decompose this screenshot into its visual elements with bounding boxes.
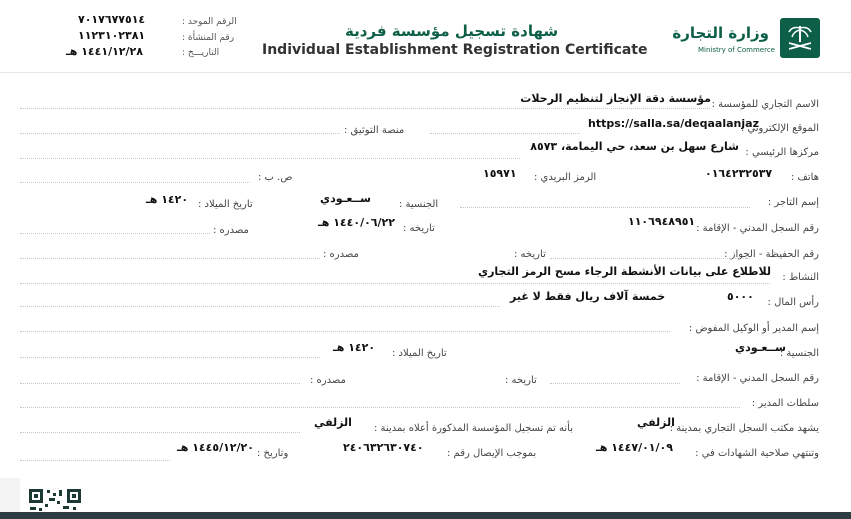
receipt-label: بموجب الإيصال رقم :	[447, 448, 537, 459]
capital-label: رأس المال :	[767, 297, 819, 308]
registered-label: بأنه تم تسجيل المؤسسة المذكورة أعلاه بمدينة :	[374, 423, 573, 434]
mgr-source-label: مصدره :	[310, 375, 346, 386]
activity: للاطلاع على بيانات الأنشطة الرجاء مسح الرمز التجاري	[477, 265, 771, 278]
receipt-date-label: وتاريخ :	[257, 448, 289, 459]
capital-amount: ٥٠٠٠	[727, 290, 754, 303]
qr-code[interactable]	[27, 487, 83, 512]
ministry-logo	[780, 18, 820, 58]
divider	[20, 357, 320, 358]
footer-bar	[0, 512, 851, 519]
divider	[20, 258, 320, 259]
divider	[550, 258, 750, 259]
divider	[20, 158, 520, 159]
passport-date-label: تاريخه :	[514, 249, 546, 260]
certificate-title-ar: شهادة تسجيل مؤسسة فردية	[345, 22, 559, 40]
divider	[20, 306, 500, 307]
divider	[20, 460, 170, 461]
header-divider	[0, 72, 851, 73]
receipt-date: ١٤٤٥/١٢/٢٠ هـ	[177, 441, 254, 454]
divider	[20, 182, 250, 183]
postal: ١٥٩٧١	[483, 167, 517, 180]
postal-label: الرمز البريدي :	[534, 172, 597, 183]
witness-city: الزلفي	[637, 416, 675, 429]
expiry-date: ١٤٤٧/٠١/٠٩ هـ	[596, 441, 673, 454]
trade-name-label: الاسم التجاري للمؤسسة :	[711, 99, 819, 110]
website[interactable]: https://salla.sa/deqaalanjaz	[588, 117, 759, 130]
mgr-civil-label: رقم السجل المدني - الإقامة :	[696, 373, 819, 384]
capital-words: خمسة آلاف ريال فقط لا غير	[510, 290, 666, 303]
date-label: التاريـــخ :	[182, 48, 220, 58]
mgr-date-label: تاريخه :	[505, 375, 537, 386]
website-label: الموقع الإلكتروني :	[740, 123, 819, 134]
birth-date: ١٤٢٠ هـ	[146, 193, 189, 206]
mgr-nationality-label: الجنسية :	[779, 348, 819, 359]
phone-label: هاتف :	[790, 172, 819, 183]
civil-no: ١١٠٦٩٤٨٩٥١	[628, 215, 696, 228]
mgr-nationality: ســعـودي	[735, 341, 786, 354]
unified-no-label: الرقم الموحد :	[182, 17, 237, 27]
qr-overlay-icon	[0, 478, 20, 512]
divider	[20, 233, 210, 234]
divider	[20, 283, 770, 284]
hq-address: شارع سهل بن سعد، حي اليمامة، ٨٥٧٣	[530, 140, 739, 153]
activity-label: النشاط :	[782, 272, 819, 283]
passport-label: رقم الحفيظة - الجواز :	[724, 249, 819, 260]
nationality: ســعـودي	[320, 192, 371, 205]
facility-no: ١١٢٣١٠٢٣٨١	[78, 29, 146, 42]
divider	[460, 207, 750, 208]
issue-date: ١٤٤٠/٠٦/٢٢ هـ	[318, 216, 395, 229]
ministry-name-ar: وزارة التجارة	[672, 24, 769, 42]
nationality-label: الجنسية :	[399, 199, 439, 210]
ministry-name-en: Ministry of Commerce	[698, 46, 775, 54]
mgr-birth: ١٤٢٠ هـ	[333, 341, 376, 354]
divider	[20, 133, 340, 134]
divider	[20, 331, 670, 332]
header-date: ١٤٤١/١٢/٢٨ هـ	[66, 45, 143, 58]
witness-label: يشهد مكتب السجل التجاري بمدينة :	[669, 423, 819, 434]
receipt-no: ٢٤٠٦٣٢٦٣٠٧٤٠	[343, 441, 424, 454]
palm-swords-icon	[780, 18, 820, 58]
issue-date-label: تاريخه :	[403, 223, 435, 234]
birth-label: تاريخ الميلاد :	[198, 199, 253, 210]
divider	[20, 108, 710, 109]
passport-source-label: مصدره :	[323, 249, 359, 260]
mgr-powers-label: سلطات المدير :	[751, 398, 819, 409]
divider	[550, 383, 680, 384]
hq-label: مركزها الرئيسي :	[745, 147, 819, 158]
registered-city: الزلفي	[314, 416, 352, 429]
merchant-label: إسم التاجر :	[767, 197, 819, 208]
trade-name: مؤسسة دقة الإنجاز لتنظيم الرحلات	[520, 92, 711, 105]
certificate-title-en: Individual Establishment Registration Certificate	[262, 42, 648, 58]
source-label: مصدره :	[213, 225, 249, 236]
unified-no: ٧٠١٧٦٧٧٥١٤	[78, 13, 146, 26]
divider	[20, 407, 740, 408]
facility-no-label: رقم المنشأة :	[182, 33, 235, 43]
civil-label: رقم السجل المدني - الإقامة :	[696, 223, 819, 234]
mgr-birth-label: تاريخ الميلاد :	[392, 348, 447, 359]
pobox-label: ص. ب :	[258, 172, 293, 183]
divider	[430, 133, 580, 134]
docs-platform-label: منصة التوثيق :	[344, 125, 405, 136]
manager-label: إسم المدير أو الوكيل المفوض :	[688, 323, 819, 334]
qr-code-icon	[27, 487, 83, 512]
phone: ٠١٦٤٢٣٢٥٣٧	[705, 167, 773, 180]
divider	[20, 432, 300, 433]
divider	[20, 383, 300, 384]
expiry-label: وتنتهي صلاحية الشهادات في :	[695, 448, 819, 459]
